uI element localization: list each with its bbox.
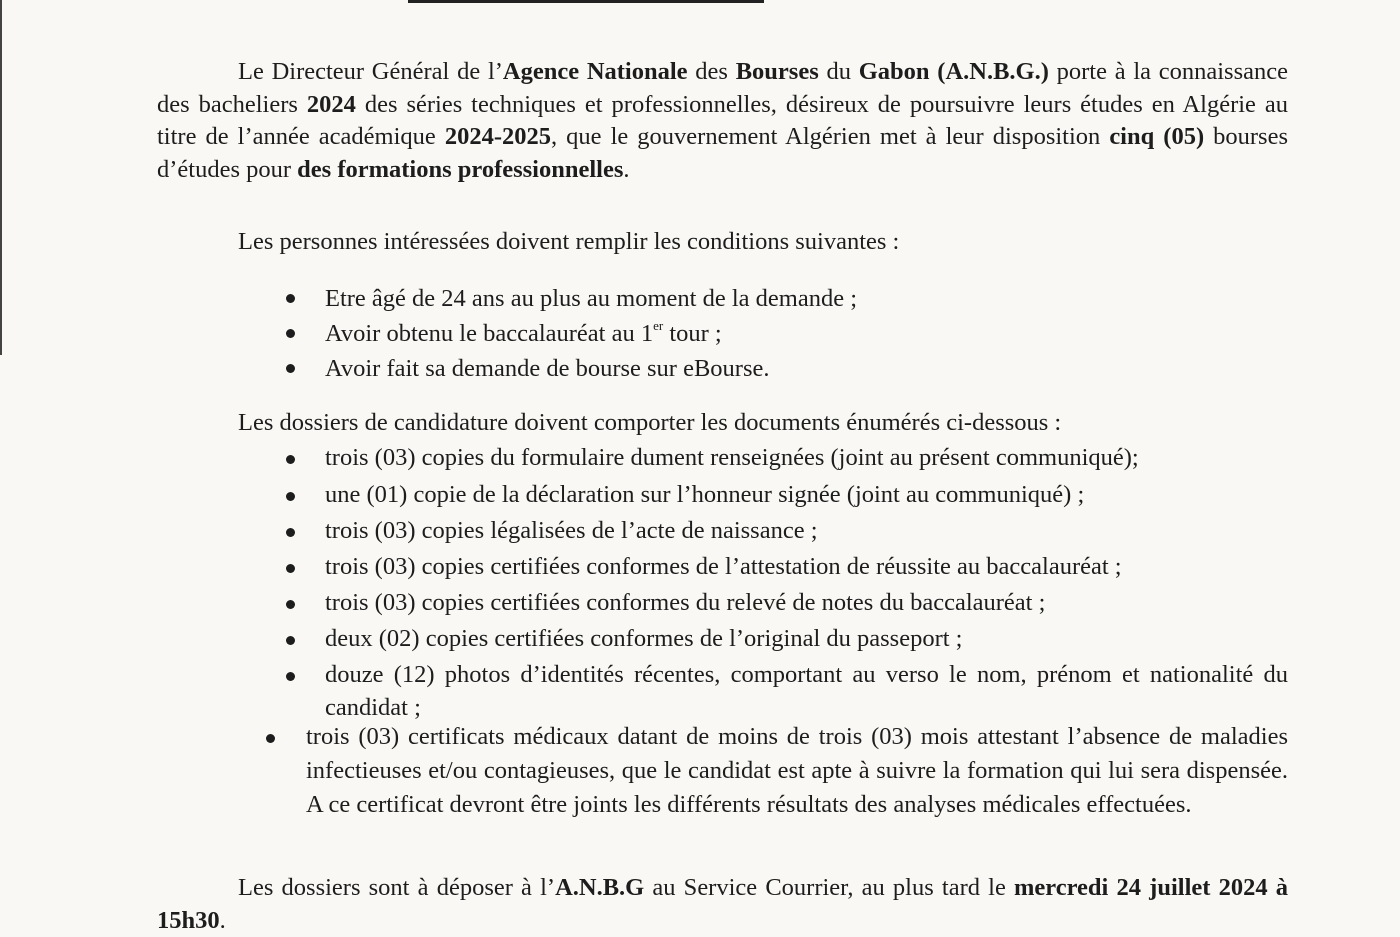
- bullet-icon: [286, 364, 295, 373]
- deadline-text: Les dossiers sont à déposer à l’: [238, 874, 556, 901]
- scholarship-count: cinq (05): [1109, 123, 1205, 150]
- condition-text: Etre âgé de 24 ans au plus au moment de la demande ;: [325, 285, 858, 312]
- document-text: douze (12) photos d’identités récentes, comportant au verso le nom, prénom et nationalité du candidat ;: [325, 661, 1288, 721]
- bullet-icon: [286, 294, 295, 303]
- bullet-icon: [286, 455, 295, 464]
- intro-text: des: [687, 58, 736, 85]
- condition-text: [325, 317, 722, 350]
- bullet-icon: [286, 672, 295, 681]
- document-text: trois (03) copies légalisées de l’acte de naissance ;: [325, 517, 818, 544]
- deadline-text: .: [219, 906, 226, 934]
- document-text: deux (02) copies certifiées conformes de l’original du passeport ;: [325, 625, 963, 652]
- bullet-icon: [286, 600, 295, 609]
- documents-heading: Les dossiers de candidature doivent comporter les documents énumérés ci-dessous :: [238, 409, 1062, 436]
- condition-text-main: Avoir obtenu le baccalauréat au 1: [325, 320, 654, 347]
- bullet-icon: [286, 528, 295, 537]
- bullet-icon: [286, 492, 295, 501]
- title-underline: [408, 0, 764, 3]
- bullet-icon: [286, 329, 295, 338]
- document-text: trois (03) copies certifiées conformes du relevé de notes du baccalauréat ;: [325, 589, 1046, 616]
- condition-text: Avoir fait sa demande de bourse sur eBourse.: [325, 355, 770, 382]
- deadline-date: mercredi 24 juillet 2024 à 15h30: [157, 874, 1288, 934]
- deadline-org: A.N.B.G: [555, 874, 645, 901]
- academic-year: 2024-2025: [444, 123, 551, 150]
- intro-text: des séries techniques et professionnelles, désireux de poursuivre leurs études en Algérie au titre de l’année académique: [157, 90, 1288, 150]
- document-text: trois (03) certificats médicaux datant de moins de trois (03) mois attestant l’absence de maladies infectieuses et/ou contagieuses, que le candidat est apte à suivre la formation qui lui sera dispensée. A ce certificat devront être joints les différents résultats des analyses médicales effectuées.: [306, 723, 1288, 818]
- bullet-icon: [286, 564, 295, 573]
- document-text: trois (03) copies du formulaire dument renseignées (joint au présent communiqué);: [325, 444, 1139, 471]
- agency-acronym: Gabon (A.N.B.G.): [858, 58, 1049, 85]
- agency-name: Agence Nationale: [502, 58, 688, 85]
- intro-text: bourses d’études pour: [157, 123, 1289, 183]
- intro-text: porte à la connaissance des bacheliers: [157, 58, 1288, 118]
- deadline-text: au Service Courrier, au plus tard le: [644, 874, 1015, 901]
- document-text: une (01) copie de la déclaration sur l’honneur signée (joint au communiqué) ;: [325, 481, 1085, 508]
- conditions-heading: Les personnes intéressées doivent remplir les conditions suivantes :: [238, 228, 900, 255]
- training-type: des formations professionnelles: [297, 155, 624, 183]
- intro-paragraph: [157, 56, 1288, 186]
- document-text: trois (03) copies certifiées conformes de l’attestation de réussite au baccalauréat ;: [325, 553, 1122, 580]
- intro-text: , que le gouvernement Algérien met à leur disposition: [551, 123, 1110, 150]
- bullet-icon: [286, 636, 295, 645]
- condition-text-end: tour ;: [663, 320, 722, 347]
- intro-text: du: [818, 58, 859, 85]
- ordinal-suffix: er: [653, 317, 664, 333]
- deadline-paragraph: [157, 872, 1288, 937]
- bac-year: 2024: [306, 90, 356, 118]
- intro-text: Le Directeur Général de l’: [238, 58, 503, 85]
- bullet-icon: [266, 734, 275, 743]
- agency-name-bourses: Bourses: [735, 58, 819, 85]
- intro-text: .: [623, 155, 630, 183]
- scan-edge-mark: [0, 0, 2, 355]
